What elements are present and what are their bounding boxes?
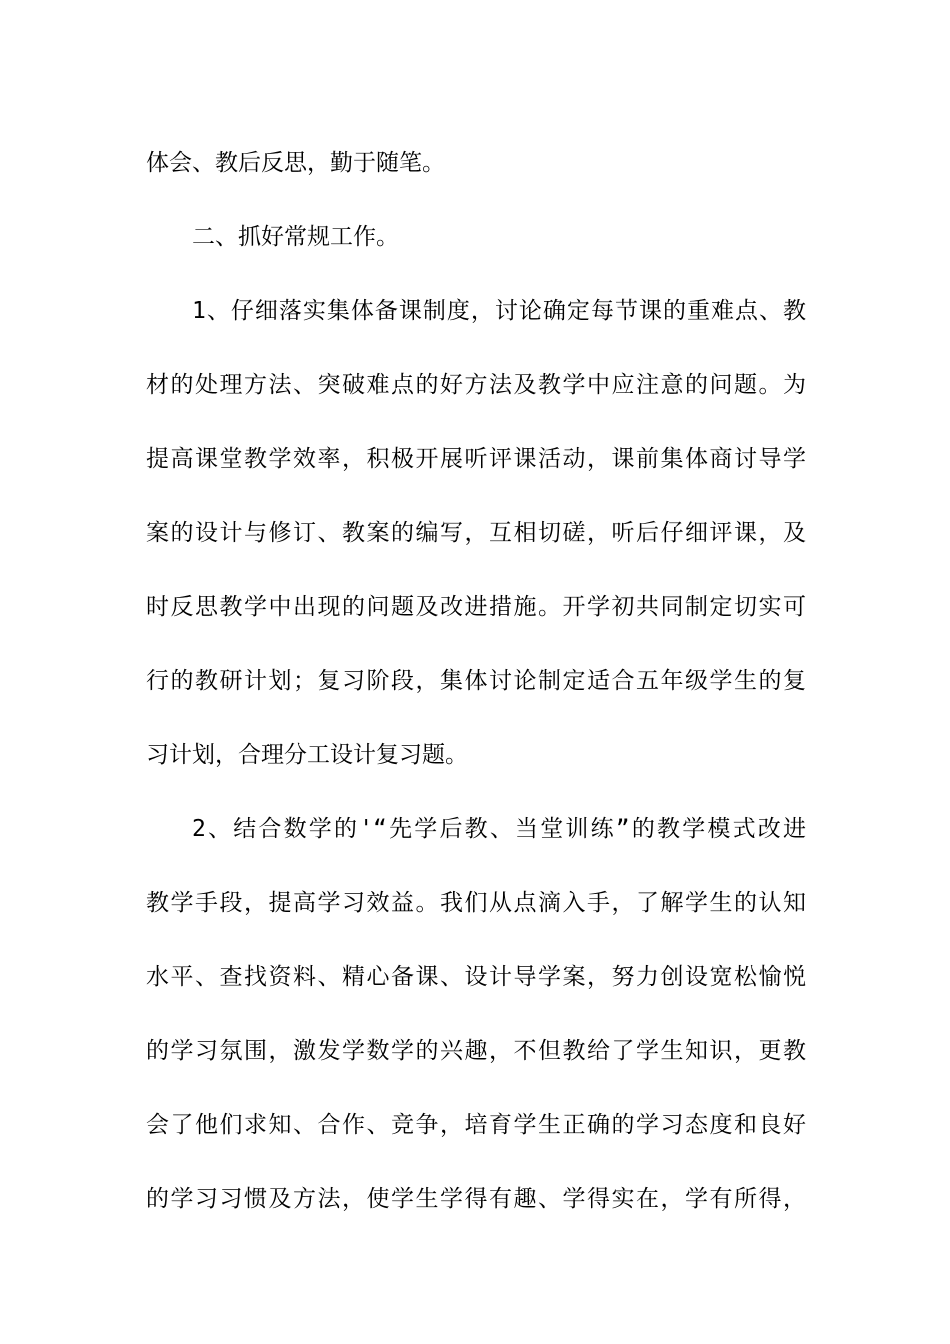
text-line: 材的处理方法、突破难点的好方法及教学中应注意的问题。为: [146, 372, 806, 398]
text-line: 水平、查找资料、精心备课、设计导学案，努力创设宽松愉悦: [146, 964, 806, 990]
text-line: 的学习氛围，激发学数学的兴趣，不但教给了学生知识，更教: [146, 1038, 806, 1064]
text-line: 1、仔细落实集体备课制度，讨论确定每节课的重难点、教: [192, 298, 806, 324]
body-text: [146, 126, 806, 1236]
text-line: 案的设计与修订、教案的编写，互相切磋，听后仔细评课，及: [146, 520, 806, 546]
text-line: 会了他们求知、合作、竞争，培育学生正确的学习态度和良好: [146, 1112, 806, 1138]
text-line: 习计划，合理分工设计复习题。: [146, 742, 468, 768]
section-heading: 二、抓好常规工作。: [192, 224, 399, 250]
text-line: 2、结合数学的'“先学后教、当堂训练”的教学模式改进: [192, 816, 806, 842]
text-line: 教学手段，提高学习效益。我们从点滴入手，了解学生的认知: [146, 890, 806, 916]
text-line: 提高课堂教学效率，积极开展听评课活动，课前集体商讨导学: [146, 446, 806, 472]
text-line: 体会、教后反思，勤于随笔。: [146, 150, 445, 176]
text-line: 的学习习惯及方法，使学生学得有趣、学得实在，学有所得，: [146, 1186, 806, 1212]
text-line: 行的教研计划；复习阶段，集体讨论制定适合五年级学生的复: [146, 668, 806, 694]
text-line: 时反思教学中出现的问题及改进措施。开学初共同制定切实可: [146, 594, 806, 620]
